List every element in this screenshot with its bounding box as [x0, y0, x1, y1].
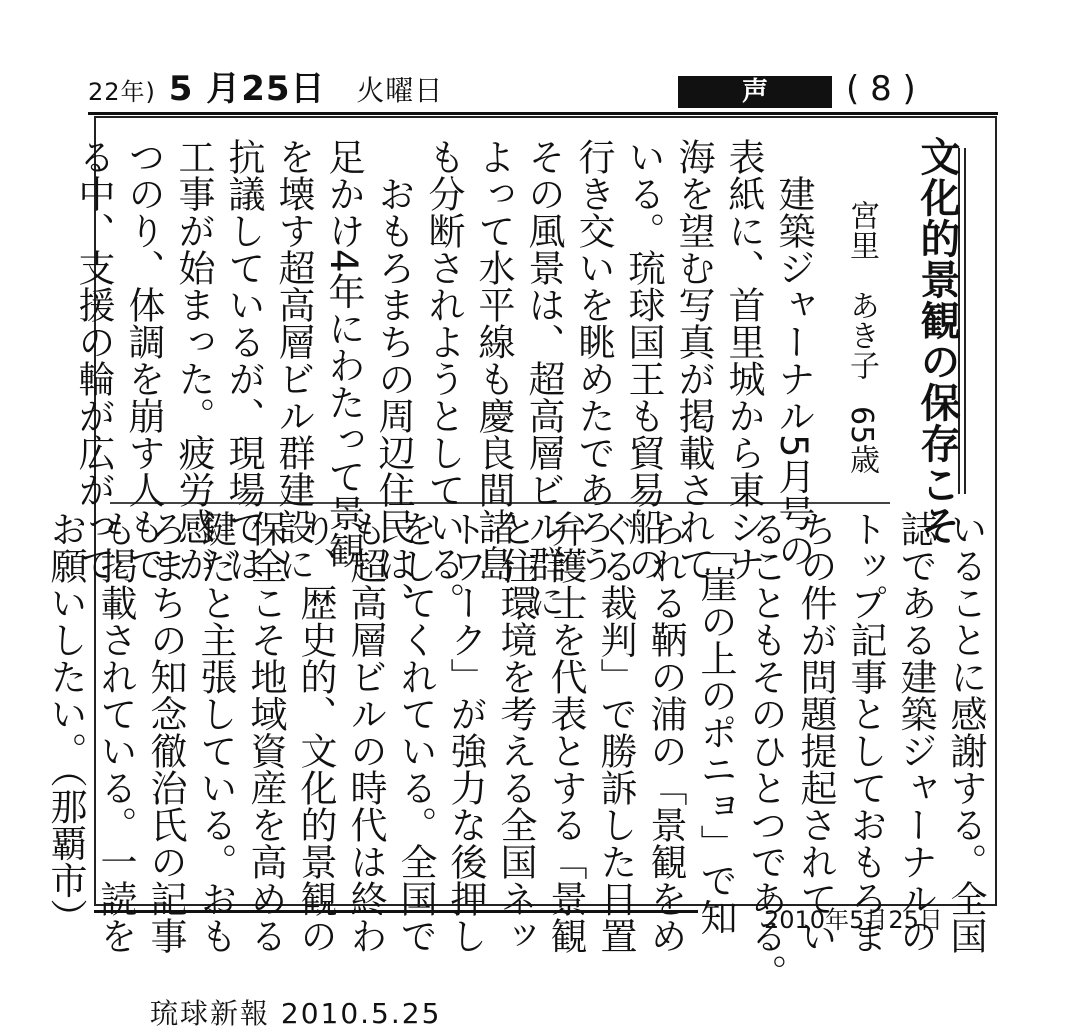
clip-date: 2010年5月25日: [764, 906, 943, 934]
article-byline: [838, 200, 884, 490]
header-date: 5 月25日: [168, 69, 326, 109]
source-citation: 琉球新報 2010.5.25: [150, 997, 442, 1030]
section-label: 声: [678, 76, 832, 108]
header-year: 22年): [88, 78, 156, 106]
author-name: 宮里 あき子: [844, 200, 879, 380]
header-weekday: 火曜日: [356, 74, 444, 107]
newspaper-date-header: [88, 69, 444, 109]
page-number: ( 8 ): [846, 69, 916, 109]
article-body-top: 建築ジャーナル5月号の 表紙に、首里城から東シナ 海を望む写真が掲載されて いる。琉球国王も貿易船の 行き交いを眺めたであろう その風景は、超高層ビル群に よって水平線も慶良間諸島 も分断されようとしている。 おもろまちの周辺住民は、 足かけ4年にわたって景観 を壊す超高層ビル群建設に 抗議しているが、現場では 工事が始まった。疲労感が つのり、体調を崩す人もで る中、支援の輪が広がって: [72, 138, 815, 619]
header-rule: [88, 112, 998, 115]
article-headline: 文化的景観の保存こそ: [914, 136, 960, 546]
bottom-rule: [94, 910, 698, 913]
author-age: 65歳: [844, 406, 879, 475]
article-body-bottom: いることに感謝する。全国 誌である建築ジャーナルの トップ記事としておもろま ちの件が問題提起されてい ることもそのひとつである。 「崖の上のポニョ」で知 られる鞆の浦の「景観をめ ぐる裁判」で勝訴した日置 弁護士を代表とする「景観 と住環境を考える全国ネッ トワーク」が強力な後押し をしてくれている。全国で も超高層ビルの時代は終わ り、歴史的、文化的景観の 保全こそ地域資産を高める 鍵だと主張している。おも ろまちの知念徹治氏の記事 も掲載されている。一読を お願いしたい。（那覇市）: [44, 510, 987, 991]
